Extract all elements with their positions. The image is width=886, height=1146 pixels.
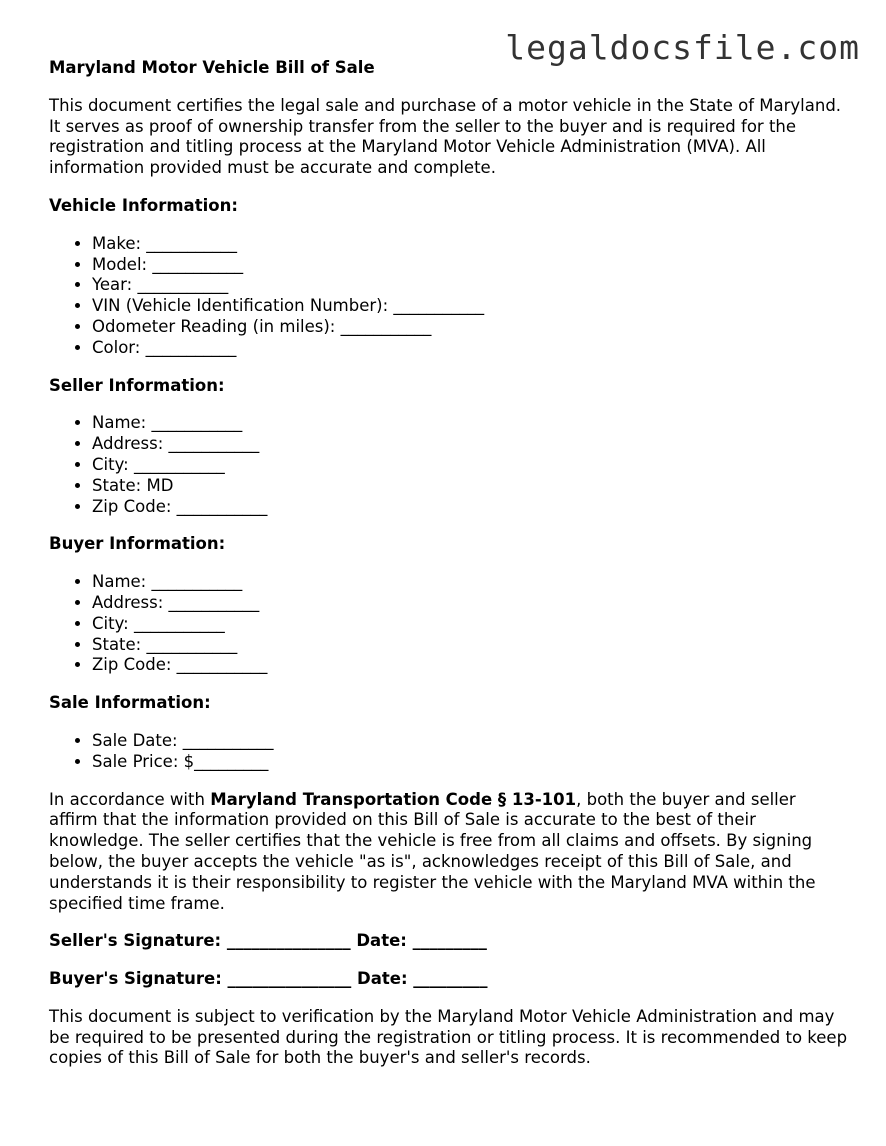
list-item: • State: MD <box>92 476 849 497</box>
list-item: • City: ___________ <box>92 455 849 476</box>
list-item: • Year: ___________ <box>92 275 849 296</box>
seller-signature-line: Seller's Signature: _______________ Date: _________ <box>49 931 487 951</box>
closing-paragraph: This document is subject to verification by the Maryland Motor Vehicle Administration and may be required to be presented during the registration or titling process. It is recommended to keep copies of this Bill of Sale for both the buyer's and seller's records. <box>49 1006 848 1068</box>
list-item: • City: ___________ <box>92 614 849 635</box>
list-item: • Zip Code: ___________ <box>92 655 849 676</box>
list-item: • Name: ___________ <box>92 413 849 434</box>
seller-info-heading: Seller Information: <box>49 375 225 395</box>
list-item: • Sale Price: $_________ <box>92 752 849 773</box>
buyer-info-heading: Buyer Information: <box>49 534 226 554</box>
vehicle-info-heading: Vehicle Information: <box>49 195 238 215</box>
list-item: • Color: ___________ <box>92 338 849 359</box>
transportation-code-reference: Maryland Transportation Code § 13-101 <box>210 789 577 809</box>
list-item: • Odometer Reading (in miles): ___________ <box>92 317 849 338</box>
buyer-info-list <box>49 572 849 676</box>
accordance-paragraph <box>49 790 849 915</box>
sale-info-heading: Sale Information: <box>49 693 211 713</box>
accordance-suffix: , both the buyer and seller affirm that the information provided on this Bill of Sale is accurate to the best of their knowledge. The seller certifies that the vehicle is free from all claims and offsets. By signing below, the buyer accepts the vehicle "as is", acknowledges receipt of this Bill of Sale, and understands it is their responsibility to register the vehicle with the Maryland MVA within the specified time frame. <box>49 789 816 913</box>
list-item: • Model: ___________ <box>92 255 849 276</box>
list-item: • Make: ___________ <box>92 234 849 255</box>
list-item: • Name: ___________ <box>92 572 849 593</box>
document-body <box>49 58 849 1069</box>
accordance-prefix: In accordance with <box>49 789 211 809</box>
list-item: • Sale Date: ___________ <box>92 731 849 752</box>
list-item: • Address: ___________ <box>92 434 849 455</box>
list-item: • State: ___________ <box>92 635 849 656</box>
intro-paragraph: This document certifies the legal sale and purchase of a motor vehicle in the State of Maryland. It serves as proof of ownership transfer from the seller to the buyer and is required for the registration and titling process at the Maryland Motor Vehicle Administration (MVA). All information provided must be accurate and complete. <box>49 95 842 178</box>
buyer-signature-line: Buyer's Signature: _______________ Date: _________ <box>49 969 488 989</box>
document-title: Maryland Motor Vehicle Bill of Sale <box>49 58 375 77</box>
list-item: • Address: ___________ <box>92 593 849 614</box>
list-item: • VIN (Vehicle Identification Number): ___________ <box>92 296 849 317</box>
watermark-text: legaldocsfile.com <box>505 28 860 67</box>
sale-info-list <box>49 731 849 773</box>
list-item: • Zip Code: ___________ <box>92 497 849 518</box>
vehicle-info-list <box>49 234 849 359</box>
seller-info-list <box>49 413 849 517</box>
